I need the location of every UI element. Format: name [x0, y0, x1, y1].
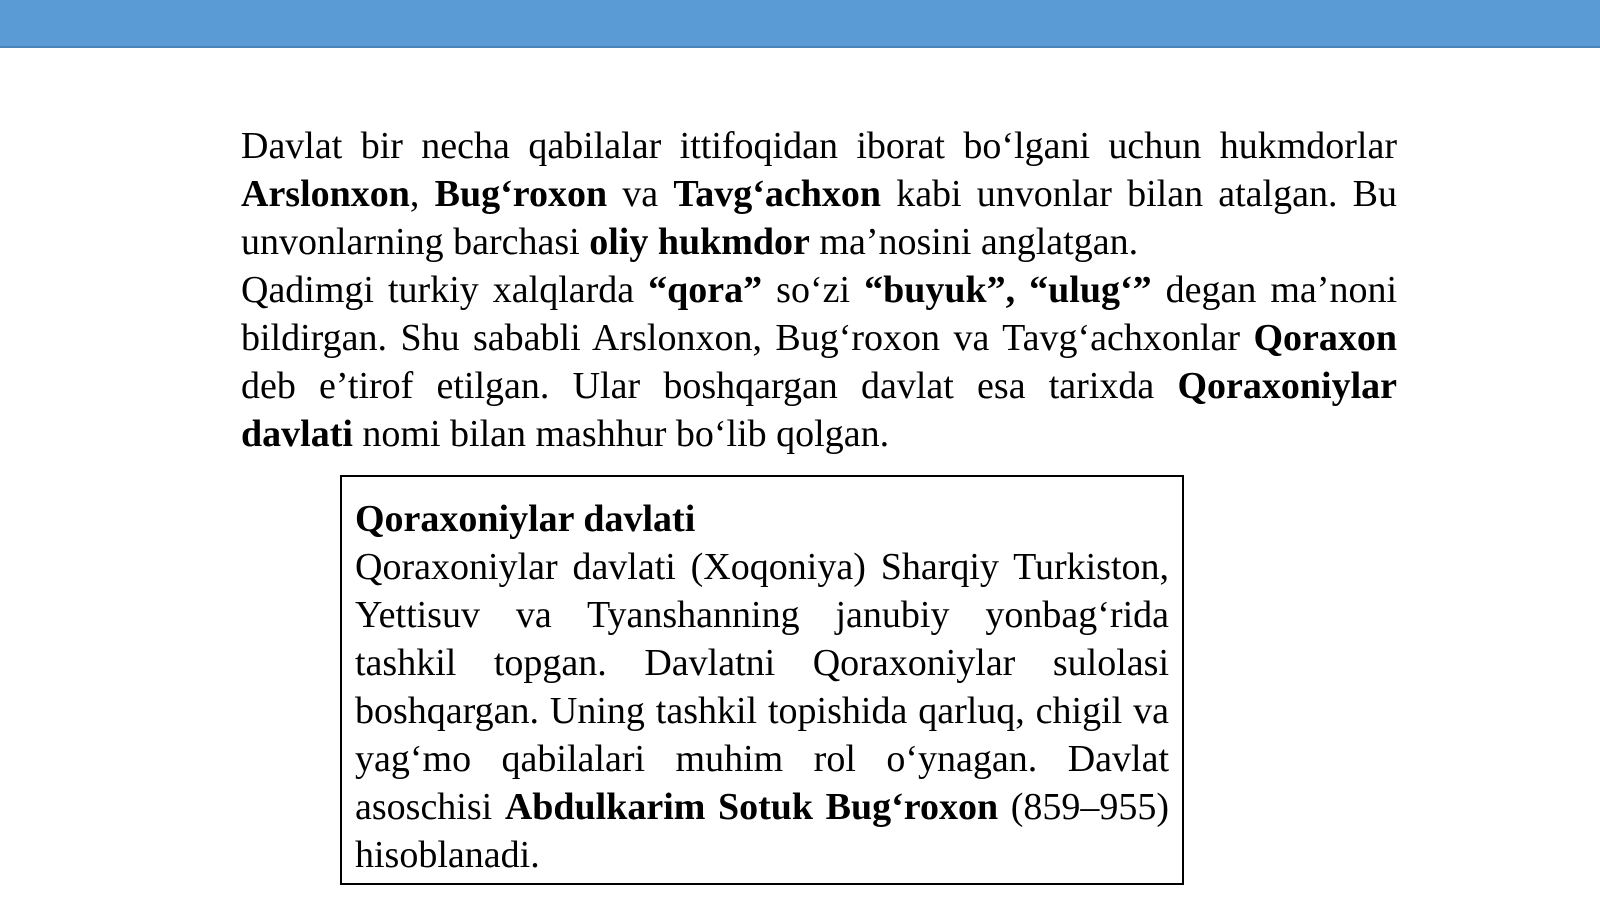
bold-term-arslonxon: Arslonxon [241, 173, 410, 215]
text-run: nomi bilan mashhur bo‘lib qolgan. [352, 413, 890, 455]
text-run: kabi unvonlar bilan atalgan. Bu unvonlarning barchasi [241, 173, 1398, 263]
paragraph-qora-meaning [241, 266, 1397, 458]
info-box-title: Qoraxoniylar davlati [355, 498, 696, 540]
bold-term-founder: Abdulkarim Sotuk Bug‘roxon [504, 786, 999, 828]
info-box-body [355, 543, 1169, 879]
text-run: Davlat bir necha qabilalar ittifoqidan iborat bo‘lgani uchun hukmdorlar [241, 125, 1397, 167]
main-text [241, 122, 1397, 458]
text-run: , [409, 173, 435, 215]
text-run: va [607, 173, 674, 215]
text-run: ma’nosini anglatgan. [809, 221, 1139, 263]
text-run: so‘zi [762, 269, 865, 311]
text-run: Qadimgi turkiy xalqlarda [241, 269, 649, 311]
text-run: (859–955) hisoblanadi. [355, 786, 1170, 876]
text-run: degan ma’noni bildirgan. Shu sababli Arslonxon, Bug‘roxon va Tavg‘achxonlar [241, 269, 1398, 359]
bold-term-qoraxoniylar-davlati: Qoraxoniylar davlati [241, 365, 1397, 455]
bold-term-oliy-hukmdor: oliy hukmdor [589, 221, 810, 263]
top-banner [0, 0, 1600, 48]
text-run: Qoraxoniylar davlati (Xoqoniya) Sharqiy Turkiston, Yettisuv va Tyanshanning janubiy yonbag‘rida tashkil topgan. Davlatni Qoraxoniylar sulolasi boshqargan. Uning tashkil topishida qarluq, chigil va yag‘mo qabilalari muhim rol o‘ynagan. Davlat asoschisi [355, 546, 1169, 828]
bold-term-bugroxon: Bug‘roxon [434, 173, 608, 215]
bold-term-qora: “qora” [648, 269, 763, 311]
bold-term-tavgachxon: Tavg‘achxon [673, 173, 881, 215]
text-run: deb e’tirof etilgan. Ular boshqargan davlat esa tarixda [241, 365, 1178, 407]
bold-term-buyuk-ulug: “buyuk”, “ulug‘” [864, 269, 1152, 311]
info-box [340, 475, 1184, 885]
paragraph-titles [241, 122, 1397, 266]
bold-term-qoraxon: Qoraxon [1253, 317, 1397, 359]
